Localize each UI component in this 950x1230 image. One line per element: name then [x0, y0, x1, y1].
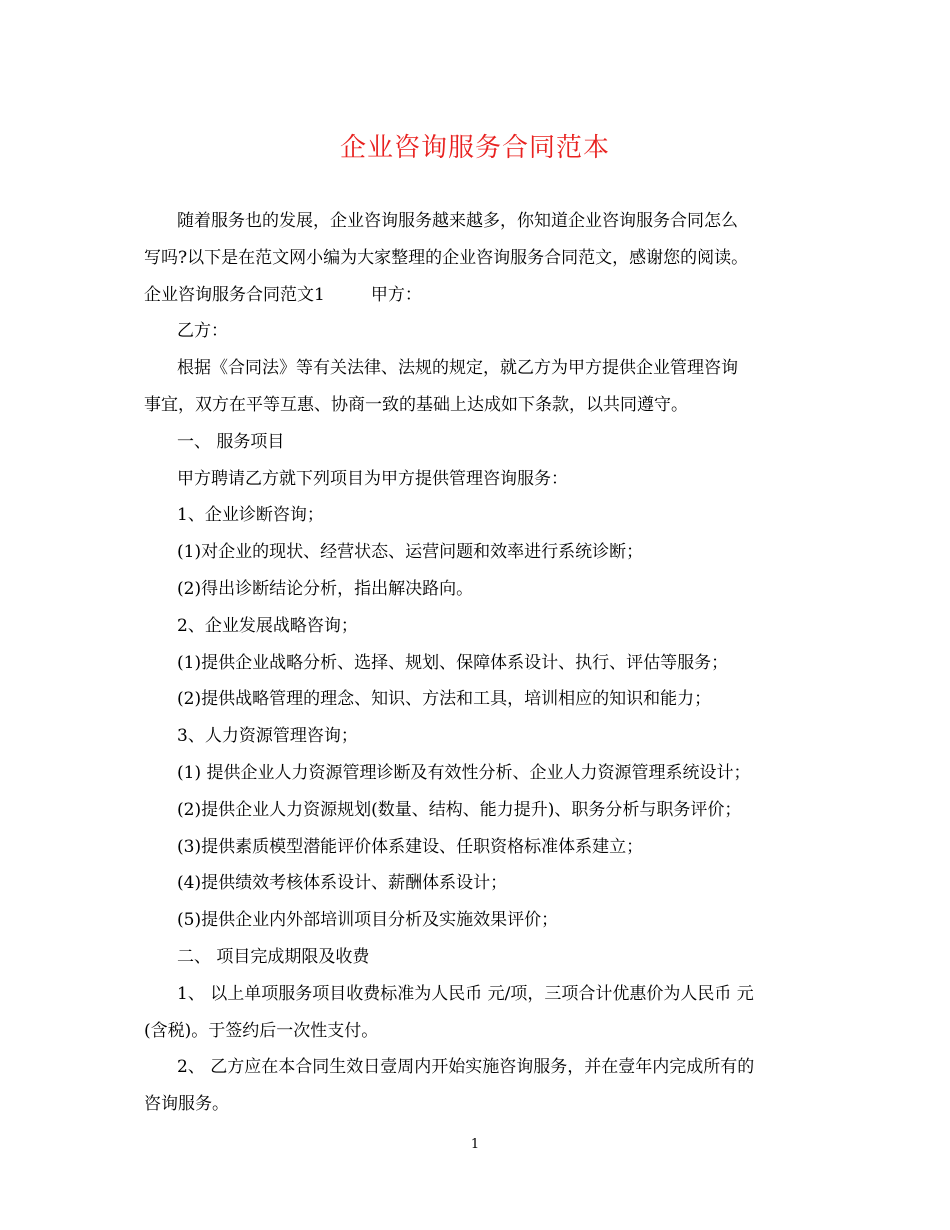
- document-title: 企业咨询服务合同范本: [339, 133, 610, 163]
- section-1-intro: 甲方聘请乙方就下列项目为甲方提供管理咨询服务：: [177, 468, 568, 489]
- intro-line-2: 写吗?以下是在范文网小编为大家整理的企业咨询服务合同范文，感谢您的阅读。: [144, 247, 749, 268]
- item-3-sub-1: (1) 提供企业人力资源管理诊断及有效性分析、企业人力资源管理系统设计；: [177, 762, 751, 783]
- section-2-item-1-line-1: 1、 以上单项服务项目收费标准为人民币 元/项，三项合计优惠价为人民币 元: [177, 983, 754, 1004]
- section-2-item-2-line-1: 2、 乙方应在本合同生效日壹周内开始实施咨询服务，并在壹年内完成所有的: [177, 1057, 755, 1078]
- item-1-sub-1: (1)对企业的现状、经营状态、运营问题和效率进行系统诊断；: [177, 542, 644, 563]
- intro-line-1: 随着服务也的发展，企业咨询服务越来越多，你知道企业咨询服务合同怎么: [177, 211, 738, 231]
- party-a-label: 甲方：: [370, 284, 422, 305]
- item-3-sub-3: (3)提供素质模型潜能评价体系建设、任职资格标准体系建立；: [177, 836, 644, 857]
- item-1-sub-2: (2)得出诊断结论分析，指出解决路向。: [177, 578, 474, 599]
- document-body: [144, 203, 806, 1123]
- page-number: 1: [470, 1137, 480, 1152]
- item-3-title: 3、人力资源管理咨询；: [177, 726, 358, 747]
- item-3-sub-4: (4)提供绩效考核体系设计、薪酬体系设计；: [177, 873, 508, 894]
- section-1-heading: 一、 服务项目: [177, 431, 285, 452]
- section-2-heading: 二、 项目完成期限及收费: [177, 946, 370, 967]
- preamble-line-1: 根据《合同法》等有关法律、法规的规定，就乙方为甲方提供企业管理咨询: [177, 358, 738, 379]
- item-3-sub-2: (2)提供企业人力资源规划(数量、结构、能力提升)、职务分析与职务评价；: [177, 799, 742, 820]
- section-2-item-2-line-2: 咨询服务。: [144, 1094, 229, 1115]
- sample-heading-line: [144, 277, 806, 314]
- item-3-sub-5: (5)提供企业内外部培训项目分析及实施效果评价；: [177, 910, 559, 931]
- party-b-label: 乙方：: [177, 321, 228, 342]
- preamble-line-2: 事宜，双方在平等互惠、协商一致的基础上达成如下条款，以共同遵守。: [144, 394, 688, 415]
- item-1-title: 1、企业诊断咨询；: [177, 505, 324, 526]
- item-2-sub-1: (1)提供企业战略分析、选择、规划、保障体系设计、执行、评估等服务；: [177, 652, 729, 673]
- section-2-item-1-line-2: (含税)。于签约后一次性支付。: [144, 1020, 379, 1041]
- item-2-title: 2、企业发展战略咨询；: [177, 615, 358, 636]
- sample-label: 企业咨询服务合同范文1: [144, 284, 325, 305]
- item-2-sub-2: (2)提供战略管理的理念、知识、方法和工具，培训相应的知识和能力；: [177, 689, 712, 710]
